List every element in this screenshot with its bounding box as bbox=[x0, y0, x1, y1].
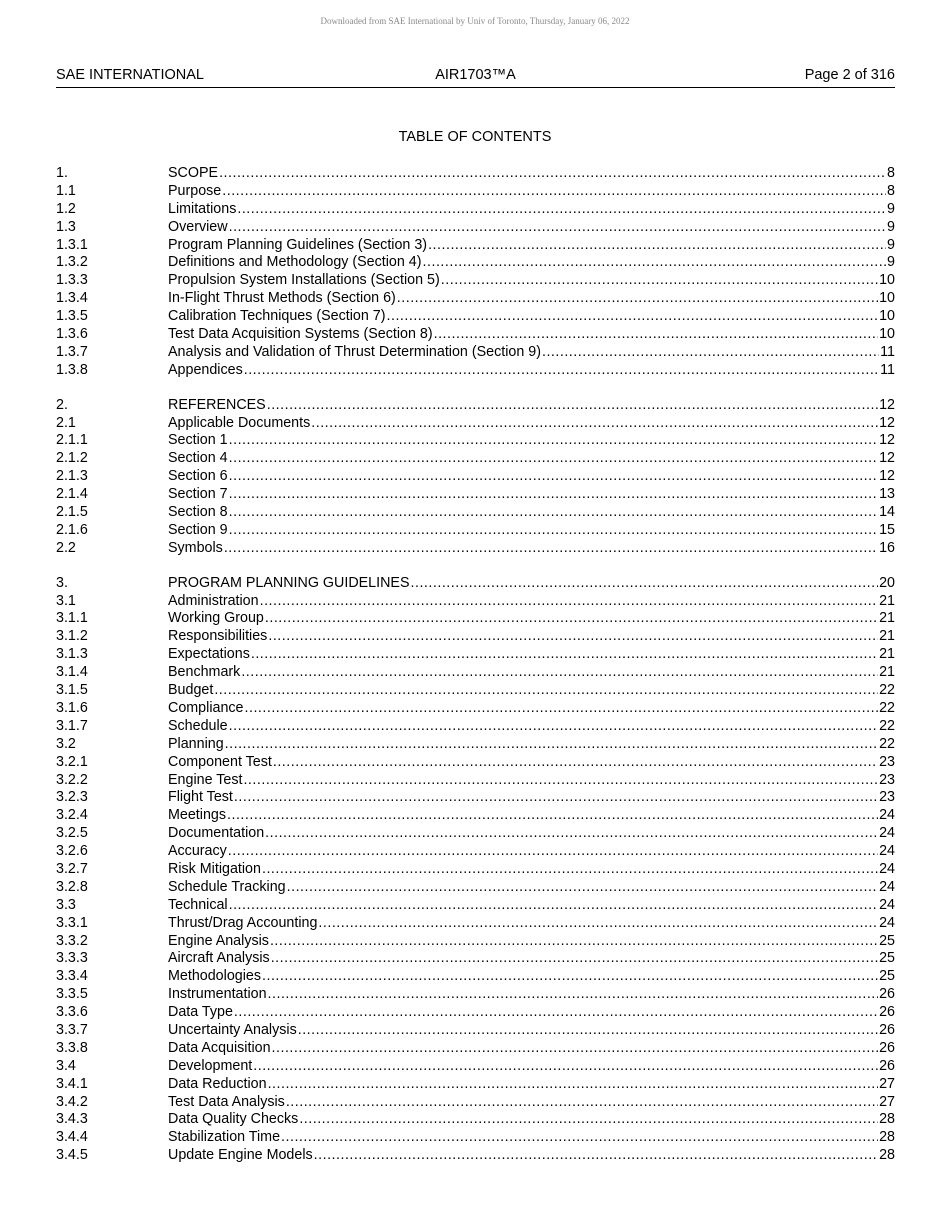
toc-entry[interactable] bbox=[56, 486, 895, 504]
toc-entry-page: 10 bbox=[879, 290, 895, 307]
dot-leader bbox=[287, 879, 878, 897]
dot-leader bbox=[229, 450, 878, 468]
toc-entry-number: 3.3.7 bbox=[56, 1021, 88, 1038]
toc-entry-number: 1.3 bbox=[56, 218, 76, 235]
toc-entry-title: Appendices bbox=[168, 361, 243, 378]
toc-entry-title: Limitations bbox=[168, 200, 237, 217]
toc-entry-page: 24 bbox=[879, 807, 895, 824]
toc-entry-number: 2.1.4 bbox=[56, 486, 88, 503]
toc-entry-page: 13 bbox=[879, 486, 895, 503]
toc-entry-page: 16 bbox=[879, 539, 895, 556]
toc-entry[interactable] bbox=[56, 807, 895, 825]
toc-entry-title: Data Reduction bbox=[168, 1075, 267, 1092]
header-page-number: Page 2 of 316 bbox=[804, 67, 895, 83]
toc-entry[interactable] bbox=[56, 468, 895, 486]
toc-entry-page: 28 bbox=[879, 1111, 895, 1128]
toc-entry[interactable] bbox=[56, 736, 895, 754]
toc-entry[interactable] bbox=[56, 504, 895, 522]
toc-entry-number: 3.1.2 bbox=[56, 628, 88, 645]
toc-entry-page: 12 bbox=[879, 468, 895, 485]
toc-entry-page: 21 bbox=[879, 628, 895, 645]
toc-entry[interactable] bbox=[56, 1040, 895, 1058]
dot-leader bbox=[229, 718, 878, 736]
toc-entry-number: 1.3.5 bbox=[56, 308, 88, 325]
toc-entry[interactable] bbox=[56, 522, 895, 540]
toc-entry-page: 24 bbox=[879, 825, 895, 842]
toc-entry-title: Methodologies bbox=[168, 968, 261, 985]
toc-entry[interactable] bbox=[56, 237, 895, 255]
toc-entry-page: 26 bbox=[879, 1021, 895, 1038]
toc-entry-title: Update Engine Models bbox=[168, 1147, 313, 1164]
toc-entry-number: 2.1.5 bbox=[56, 504, 88, 521]
toc-entry-number: 3.2.8 bbox=[56, 878, 88, 895]
toc-entry-number: 1.1 bbox=[56, 182, 76, 199]
toc-entry-number: 3.4.2 bbox=[56, 1093, 88, 1110]
dot-leader bbox=[423, 254, 887, 272]
toc-entry-page: 26 bbox=[879, 1057, 895, 1074]
toc-entry-page: 10 bbox=[879, 308, 895, 325]
toc-entry-title: Calibration Techniques (Section 7) bbox=[168, 308, 386, 325]
toc-entry[interactable] bbox=[56, 700, 895, 718]
toc-entry-page: 21 bbox=[879, 664, 895, 681]
toc-entry-title: Data Acquisition bbox=[168, 1039, 271, 1056]
dot-leader bbox=[234, 789, 878, 807]
dot-leader bbox=[219, 165, 886, 183]
toc-entry-title: Test Data Acquisition Systems (Section 8) bbox=[168, 326, 433, 343]
toc-entry-page: 21 bbox=[879, 610, 895, 627]
toc-entry[interactable] bbox=[56, 1111, 895, 1129]
toc-entry[interactable] bbox=[56, 397, 895, 415]
toc-entry-number: 3.1.1 bbox=[56, 610, 88, 627]
toc-entry[interactable] bbox=[56, 1022, 895, 1040]
toc-entry-page: 20 bbox=[879, 574, 895, 591]
toc-entry-title: Symbols bbox=[168, 539, 223, 556]
toc-entry-number: 3.4.1 bbox=[56, 1075, 88, 1092]
toc-entry-page: 22 bbox=[879, 699, 895, 716]
toc-entry-page: 8 bbox=[887, 165, 895, 181]
dot-leader bbox=[253, 1058, 878, 1076]
dot-leader bbox=[228, 843, 878, 861]
toc-entry-number: 1.2 bbox=[56, 200, 76, 217]
toc-entry-title: Risk Mitigation bbox=[168, 860, 261, 877]
toc-entry-title: Expectations bbox=[168, 646, 250, 663]
dot-leader bbox=[260, 593, 879, 611]
toc-entry-page: 26 bbox=[879, 986, 895, 1003]
dot-leader bbox=[229, 522, 878, 540]
toc-entry-title: REFERENCES bbox=[168, 396, 266, 413]
toc-entry[interactable] bbox=[56, 915, 895, 933]
toc-entry-number: 3.1.6 bbox=[56, 699, 88, 716]
toc-entry-title: Applicable Documents bbox=[168, 414, 311, 431]
dot-leader bbox=[273, 754, 878, 772]
dot-leader bbox=[397, 290, 878, 308]
dot-leader bbox=[299, 1111, 878, 1129]
toc-entry-page: 8 bbox=[887, 182, 895, 199]
dot-leader bbox=[387, 308, 879, 326]
toc-entry-number: 3.1.3 bbox=[56, 646, 88, 663]
dot-leader bbox=[265, 825, 878, 843]
toc-section-group bbox=[56, 575, 895, 1165]
toc-entry-title: Budget bbox=[168, 682, 214, 699]
dot-leader bbox=[245, 700, 879, 718]
toc-entry-number: 3.3.2 bbox=[56, 932, 88, 949]
toc-entry[interactable] bbox=[56, 1147, 895, 1165]
toc-entry[interactable] bbox=[56, 718, 895, 736]
toc-entry-title: Section 4 bbox=[168, 450, 228, 467]
dot-leader bbox=[286, 1094, 878, 1112]
toc-entry-title: Schedule Tracking bbox=[168, 878, 286, 895]
download-watermark: Downloaded from SAE International by Univ of Toronto, Thursday, January 06, 2022 bbox=[320, 16, 630, 26]
toc-entry-title: Development bbox=[168, 1057, 253, 1074]
toc-entry[interactable] bbox=[56, 789, 895, 807]
dot-leader bbox=[265, 610, 878, 628]
toc-entry-page: 9 bbox=[887, 254, 895, 271]
toc-entry-page: 24 bbox=[879, 896, 895, 913]
toc-entry-number: 1.3.8 bbox=[56, 361, 88, 378]
toc-entry-title: PROGRAM PLANNING GUIDELINES bbox=[168, 574, 410, 591]
toc-entry-number: 3.4.4 bbox=[56, 1129, 88, 1146]
toc-entry-page: 26 bbox=[879, 1004, 895, 1021]
toc-entry-title: Aircraft Analysis bbox=[168, 950, 270, 967]
dot-leader bbox=[428, 237, 886, 255]
toc-entry-title: Stabilization Time bbox=[168, 1129, 281, 1146]
toc-entry-page: 28 bbox=[879, 1147, 895, 1164]
toc-entry[interactable] bbox=[56, 879, 895, 897]
toc-entry-number: 3.3.4 bbox=[56, 968, 88, 985]
toc-entry-page: 23 bbox=[879, 771, 895, 788]
toc-entry-title: In-Flight Thrust Methods (Section 6) bbox=[168, 290, 396, 307]
toc-entry-page: 10 bbox=[879, 326, 895, 343]
dot-leader bbox=[229, 432, 878, 450]
dot-leader bbox=[214, 682, 878, 700]
dot-leader bbox=[262, 861, 878, 879]
dot-leader bbox=[229, 897, 878, 915]
toc-entry-number: 1.3.4 bbox=[56, 290, 88, 307]
toc-entry-title: Program Planning Guidelines (Section 3) bbox=[168, 236, 428, 253]
toc-entry-page: 28 bbox=[879, 1129, 895, 1146]
toc-entry[interactable] bbox=[56, 772, 895, 790]
toc-entry-number: 3.3.6 bbox=[56, 1004, 88, 1021]
toc-entry[interactable] bbox=[56, 664, 895, 682]
toc-entry-number: 2.1.1 bbox=[56, 432, 88, 449]
dot-leader bbox=[311, 415, 878, 433]
toc-entry-page: 12 bbox=[879, 414, 895, 431]
toc-entry-page: 24 bbox=[879, 860, 895, 877]
toc-entry[interactable] bbox=[56, 950, 895, 968]
toc-entry[interactable] bbox=[56, 933, 895, 951]
toc-entry-number: 3. bbox=[56, 574, 68, 591]
toc-entry[interactable] bbox=[56, 843, 895, 861]
toc-entry-number: 3.2.7 bbox=[56, 860, 88, 877]
toc-entry[interactable] bbox=[56, 254, 895, 272]
toc-entry-page: 24 bbox=[879, 914, 895, 931]
toc-entry-page: 22 bbox=[879, 717, 895, 734]
toc-entry-number: 2.1.2 bbox=[56, 450, 88, 467]
toc-entry-number: 3.1.5 bbox=[56, 682, 88, 699]
toc-entry[interactable] bbox=[56, 1129, 895, 1147]
toc-entry[interactable] bbox=[56, 610, 895, 628]
dot-leader bbox=[251, 646, 878, 664]
toc-entry-number: 1.3.2 bbox=[56, 254, 88, 271]
dot-leader bbox=[268, 986, 879, 1004]
dot-leader bbox=[229, 504, 878, 522]
dot-leader bbox=[241, 664, 878, 682]
toc-entry-title: Working Group bbox=[168, 610, 264, 627]
dot-leader bbox=[222, 183, 886, 201]
dot-leader bbox=[268, 628, 878, 646]
dot-leader bbox=[244, 362, 879, 380]
toc-entry[interactable] bbox=[56, 219, 895, 237]
toc-entry[interactable] bbox=[56, 646, 895, 664]
toc-entry-title: Planning bbox=[168, 735, 224, 752]
toc-entry-title: Documentation bbox=[168, 825, 265, 842]
toc-entry-title: Engine Test bbox=[168, 771, 243, 788]
toc-title: TABLE OF CONTENTS bbox=[398, 129, 552, 145]
toc-entry-page: 15 bbox=[879, 521, 895, 538]
toc-entry[interactable] bbox=[56, 1076, 895, 1094]
dot-leader bbox=[441, 272, 878, 290]
dot-leader bbox=[243, 772, 878, 790]
toc-entry-page: 23 bbox=[879, 789, 895, 806]
toc-entry-title: Section 6 bbox=[168, 468, 228, 485]
toc-entry-number: 1.3.6 bbox=[56, 326, 88, 343]
table-of-contents bbox=[56, 165, 895, 1165]
toc-entry[interactable] bbox=[56, 1058, 895, 1076]
toc-entry-page: 9 bbox=[887, 218, 895, 235]
toc-entry-page: 21 bbox=[879, 592, 895, 609]
dot-leader bbox=[271, 950, 878, 968]
dot-leader bbox=[270, 933, 878, 951]
header-document-id: AIR1703™A bbox=[435, 67, 516, 83]
toc-entry-page: 12 bbox=[879, 432, 895, 449]
dot-leader bbox=[434, 326, 878, 344]
toc-entry-title: Compliance bbox=[168, 699, 244, 716]
toc-entry-number: 3.1.4 bbox=[56, 664, 88, 681]
toc-entry-title: Data Type bbox=[168, 1004, 233, 1021]
toc-entry-number: 3.2.6 bbox=[56, 843, 88, 860]
toc-entry-number: 2. bbox=[56, 396, 68, 413]
toc-entry-title: Thrust/Drag Accounting bbox=[168, 914, 318, 931]
toc-entry-title: Responsibilities bbox=[168, 628, 268, 645]
dot-leader bbox=[229, 468, 878, 486]
toc-entry-number: 1. bbox=[56, 165, 68, 181]
toc-entry-title: SCOPE bbox=[168, 165, 219, 181]
toc-entry[interactable] bbox=[56, 308, 895, 326]
dot-leader bbox=[229, 486, 878, 504]
toc-entry-page: 27 bbox=[879, 1093, 895, 1110]
toc-entry-number: 3.2.1 bbox=[56, 753, 88, 770]
dot-leader bbox=[268, 1076, 879, 1094]
toc-entry-page: 11 bbox=[880, 361, 895, 378]
toc-entry-title: Technical bbox=[168, 896, 228, 913]
toc-entry[interactable] bbox=[56, 432, 895, 450]
toc-entry[interactable] bbox=[56, 165, 895, 183]
toc-entry[interactable] bbox=[56, 183, 895, 201]
toc-entry[interactable] bbox=[56, 682, 895, 700]
dot-leader bbox=[237, 201, 886, 219]
dot-leader bbox=[227, 807, 878, 825]
dot-leader bbox=[229, 219, 886, 237]
dot-leader bbox=[267, 397, 878, 415]
toc-entry-number: 3.3.1 bbox=[56, 914, 88, 931]
toc-section-group bbox=[56, 397, 895, 558]
toc-entry-title: Analysis and Validation of Thrust Determination (Section 9) bbox=[168, 343, 541, 360]
toc-entry-title: Engine Analysis bbox=[168, 932, 269, 949]
dot-leader bbox=[281, 1129, 878, 1147]
toc-entry-page: 25 bbox=[879, 932, 895, 949]
toc-entry[interactable] bbox=[56, 986, 895, 1004]
toc-entry[interactable] bbox=[56, 450, 895, 468]
toc-entry[interactable] bbox=[56, 362, 895, 380]
toc-entry-number: 3.1.7 bbox=[56, 717, 88, 734]
toc-entry-title: Section 9 bbox=[168, 521, 228, 538]
toc-entry-number: 3.3.8 bbox=[56, 1039, 88, 1056]
toc-entry[interactable] bbox=[56, 575, 895, 593]
toc-entry[interactable] bbox=[56, 201, 895, 219]
toc-entry-page: 25 bbox=[879, 968, 895, 985]
toc-entry-page: 24 bbox=[879, 878, 895, 895]
toc-entry-title: Section 1 bbox=[168, 432, 228, 449]
toc-entry-page: 26 bbox=[879, 1039, 895, 1056]
toc-entry-number: 1.3.3 bbox=[56, 272, 88, 289]
toc-entry-page: 27 bbox=[879, 1075, 895, 1092]
toc-entry[interactable] bbox=[56, 344, 895, 362]
toc-entry[interactable] bbox=[56, 1094, 895, 1112]
toc-entry[interactable] bbox=[56, 897, 895, 915]
toc-entry-number: 3.1 bbox=[56, 592, 76, 609]
toc-entry-page: 11 bbox=[880, 343, 895, 360]
toc-entry-title: Purpose bbox=[168, 182, 222, 199]
toc-entry-page: 24 bbox=[879, 843, 895, 860]
toc-entry-number: 3.3 bbox=[56, 896, 76, 913]
page-header bbox=[56, 67, 895, 88]
header-organization: SAE INTERNATIONAL bbox=[56, 67, 204, 83]
toc-entry[interactable] bbox=[56, 290, 895, 308]
toc-entry-title: Overview bbox=[168, 218, 228, 235]
toc-entry-title: Instrumentation bbox=[168, 986, 267, 1003]
toc-entry-number: 3.4.3 bbox=[56, 1111, 88, 1128]
group-spacer bbox=[56, 558, 895, 575]
toc-entry[interactable] bbox=[56, 754, 895, 772]
toc-entry-title: Section 7 bbox=[168, 486, 228, 503]
toc-entry-page: 10 bbox=[879, 272, 895, 289]
toc-entry-page: 22 bbox=[879, 735, 895, 752]
dot-leader bbox=[224, 540, 878, 558]
toc-entry-number: 2.1.3 bbox=[56, 468, 88, 485]
toc-entry-page: 21 bbox=[879, 646, 895, 663]
toc-entry-number: 3.2.4 bbox=[56, 807, 88, 824]
dot-leader bbox=[298, 1022, 878, 1040]
toc-entry-title: Schedule bbox=[168, 717, 228, 734]
toc-entry-number: 3.2 bbox=[56, 735, 76, 752]
toc-entry[interactable] bbox=[56, 968, 895, 986]
toc-entry-title: Section 8 bbox=[168, 504, 228, 521]
toc-entry-number: 1.3.1 bbox=[56, 236, 88, 253]
toc-entry[interactable] bbox=[56, 1004, 895, 1022]
toc-entry-title: Propulsion System Installations (Section 5) bbox=[168, 272, 440, 289]
toc-entry-number: 3.3.5 bbox=[56, 986, 88, 1003]
toc-entry-title: Definitions and Methodology (Section 4) bbox=[168, 254, 422, 271]
toc-entry-page: 9 bbox=[887, 200, 895, 217]
toc-entry-page: 12 bbox=[879, 396, 895, 413]
toc-entry-page: 25 bbox=[879, 950, 895, 967]
toc-entry[interactable] bbox=[56, 415, 895, 433]
toc-entry-number: 2.1.6 bbox=[56, 521, 88, 538]
toc-entry[interactable] bbox=[56, 628, 895, 646]
toc-entry-title: Administration bbox=[168, 592, 259, 609]
toc-entry-title: Component Test bbox=[168, 753, 272, 770]
toc-entry-title: Uncertainty Analysis bbox=[168, 1021, 297, 1038]
dot-leader bbox=[542, 344, 879, 362]
dot-leader bbox=[411, 575, 879, 593]
toc-entry-page: 22 bbox=[879, 682, 895, 699]
toc-entry-title: Benchmark bbox=[168, 664, 241, 681]
toc-entry-number: 3.4.5 bbox=[56, 1147, 88, 1164]
toc-entry-title: Data Quality Checks bbox=[168, 1111, 299, 1128]
dot-leader bbox=[234, 1004, 878, 1022]
toc-section-group bbox=[56, 165, 895, 380]
toc-entry-number: 2.2 bbox=[56, 539, 76, 556]
toc-entry-number: 3.2.2 bbox=[56, 771, 88, 788]
dot-leader bbox=[225, 736, 878, 754]
toc-entry[interactable] bbox=[56, 272, 895, 290]
dot-leader bbox=[318, 915, 878, 933]
toc-entry[interactable] bbox=[56, 861, 895, 879]
toc-entry[interactable] bbox=[56, 540, 895, 558]
toc-entry-title: Flight Test bbox=[168, 789, 233, 806]
toc-entry-page: 12 bbox=[879, 450, 895, 467]
toc-entry[interactable] bbox=[56, 326, 895, 344]
dot-leader bbox=[314, 1147, 878, 1165]
toc-entry-title: Meetings bbox=[168, 807, 227, 824]
toc-entry-page: 23 bbox=[879, 753, 895, 770]
dot-leader bbox=[272, 1040, 879, 1058]
toc-entry-number: 2.1 bbox=[56, 414, 76, 431]
toc-entry[interactable] bbox=[56, 825, 895, 843]
toc-entry-page: 14 bbox=[879, 504, 895, 521]
toc-entry-number: 1.3.7 bbox=[56, 343, 88, 360]
toc-entry-title: Test Data Analysis bbox=[168, 1093, 285, 1110]
toc-entry-title: Accuracy bbox=[168, 843, 227, 860]
toc-entry-number: 3.2.5 bbox=[56, 825, 88, 842]
toc-entry-number: 3.4 bbox=[56, 1057, 76, 1074]
group-spacer bbox=[56, 380, 895, 397]
toc-entry[interactable] bbox=[56, 593, 895, 611]
dot-leader bbox=[262, 968, 878, 986]
toc-entry-number: 3.2.3 bbox=[56, 789, 88, 806]
toc-entry-page: 9 bbox=[887, 236, 895, 253]
toc-entry-number: 3.3.3 bbox=[56, 950, 88, 967]
